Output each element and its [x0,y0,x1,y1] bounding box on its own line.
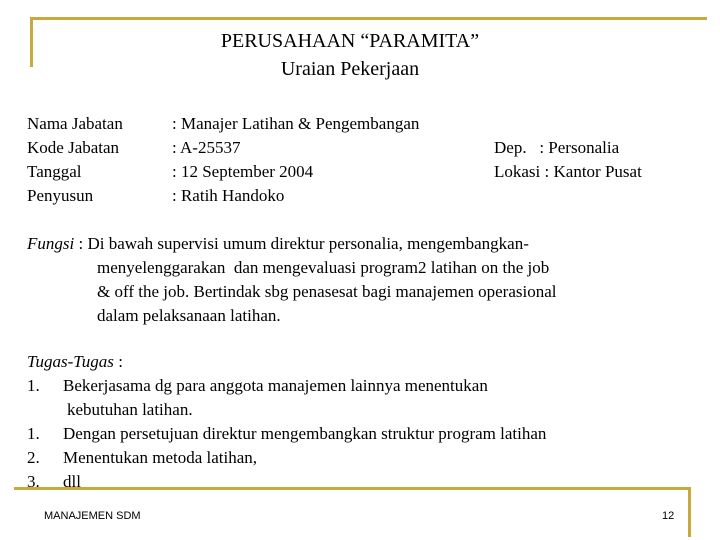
page-subtitle: Uraian Pekerjaan [280,58,420,80]
field-label-kode-jabatan: Kode Jabatan [27,138,120,157]
field-dep: Dep. : Personalia [494,138,620,157]
fungsi-line: Di bawah supervisi umum direktur personalia, mengembangkan- [87,234,529,253]
tugas-item-text: Bekerjasama dg para anggota manajemen lainnya menentukan [63,376,488,395]
fungsi-label: Fungsi [27,234,75,253]
fungsi-line: dalam pelaksanaan latihan. [97,306,281,325]
fungsi-heading [27,232,529,256]
field-value-nama-jabatan: : Manajer Latihan & Pengembangan [172,114,420,133]
tugas-separator: : [113,352,123,371]
field-value-kode-jabatan: : A-25537 [172,138,241,157]
page-number: 12 [662,510,675,522]
tugas-item-number: 1. [27,424,40,443]
field-lokasi: Lokasi : Kantor Pusat [494,162,642,181]
tugas-item-text: Dengan persetujuan direktur mengembangkan struktur program latihan [63,424,547,443]
page-title: PERUSAHAAN “PARAMITA” [220,30,480,52]
tugas-item-text: dll [63,472,81,491]
field-label-tanggal: Tanggal [27,162,82,181]
tugas-label: Tugas-Tugas [27,352,114,371]
fungsi-line: menyelenggarakan dan mengevaluasi program2 latihan on the job [97,258,550,277]
bottom-border-line [14,487,691,490]
top-border-line [30,17,707,20]
field-label-nama-jabatan: Nama Jabatan [27,114,123,133]
tugas-item-number: 1. [27,376,40,395]
fungsi-separator: : [74,234,88,253]
tugas-item-text: Menentukan metoda latihan, [63,448,258,467]
right-border-line [688,487,691,537]
field-value-penyusun: : Ratih Handoko [172,186,285,205]
tugas-item-number: 3. [27,472,40,491]
tugas-heading [27,350,123,374]
field-value-tanggal: : 12 September 2004 [172,162,314,181]
footer-title: MANAJEMEN SDM [44,510,141,522]
tugas-item-text: kebutuhan latihan. [67,400,193,419]
fungsi-line: & off the job. Bertindak sbg penasesat bagi manajemen operasional [97,282,557,301]
field-label-penyusun: Penyusun [27,186,94,205]
tugas-item-number: 2. [27,448,40,467]
